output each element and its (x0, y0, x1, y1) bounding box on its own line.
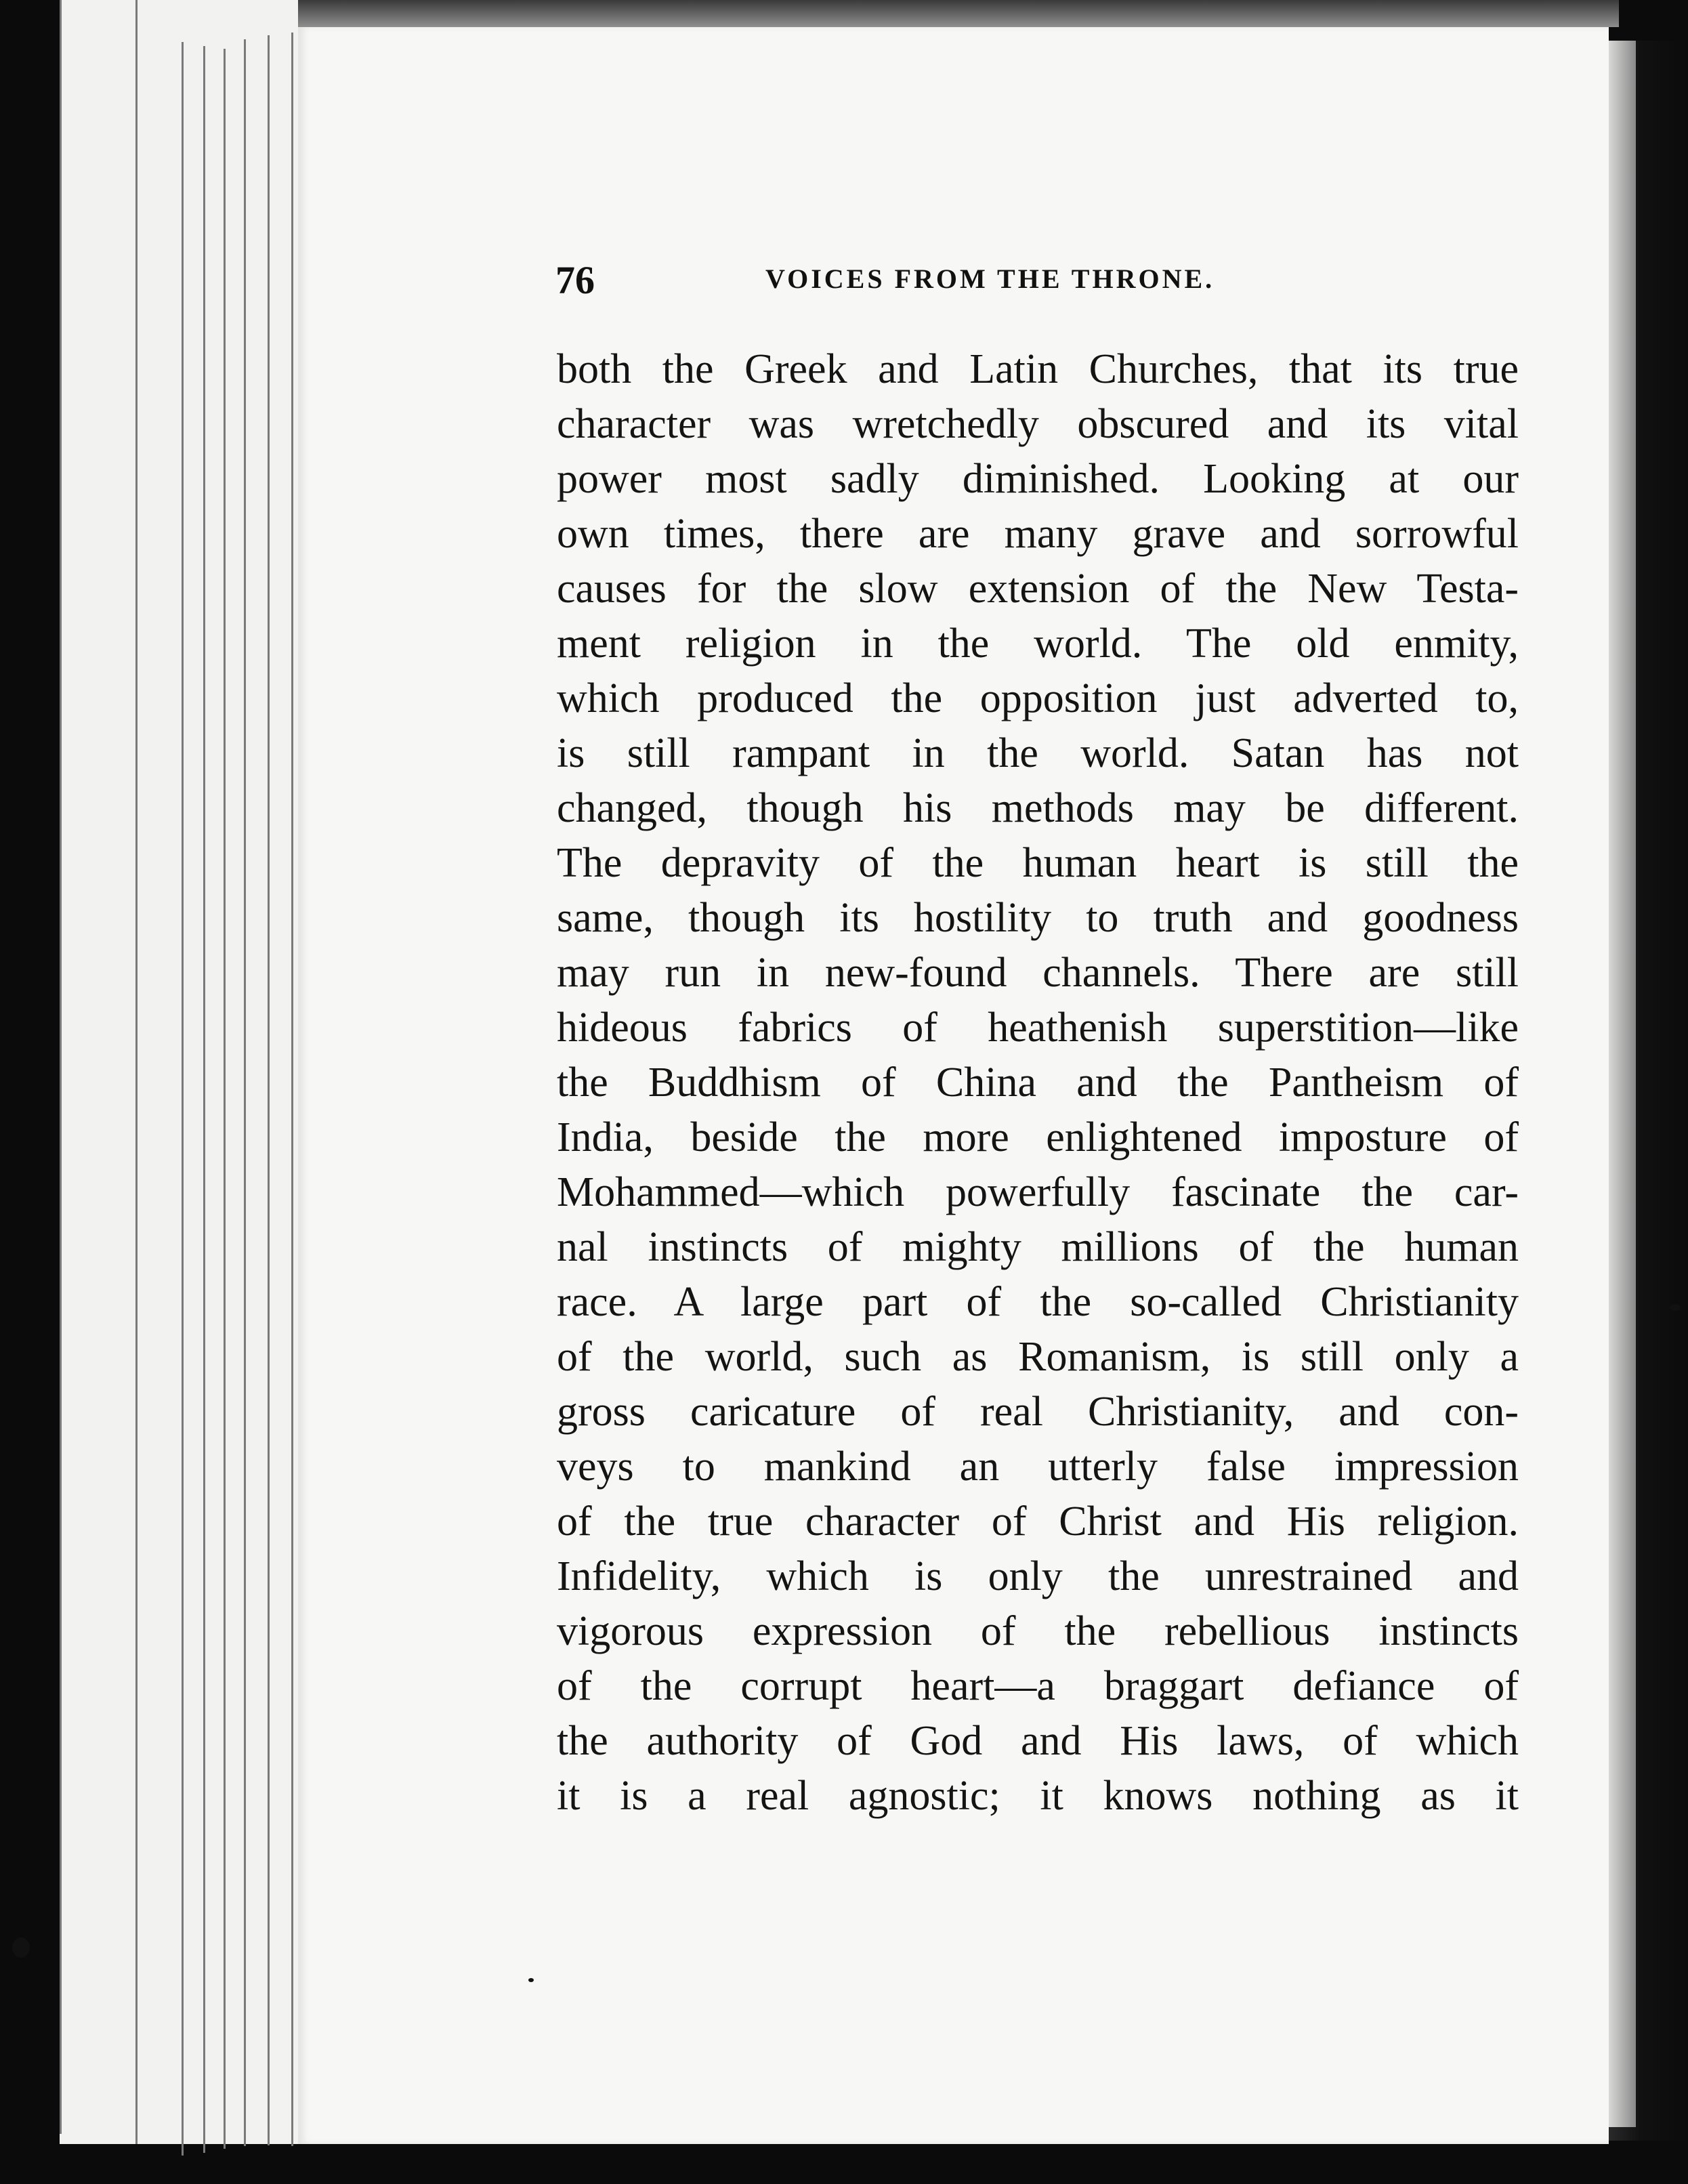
text-line: Mohammed—which powerfully fascinate the car- (557, 1169, 1519, 1215)
text-line: India, beside the more enlightened imposture of (557, 1114, 1519, 1160)
scan-speck (12, 1937, 30, 1958)
page-edge-line (60, 0, 62, 2134)
text-line: gross caricature of real Christianity, and con- (557, 1389, 1519, 1435)
text-line: the authority of God and His laws, of which (557, 1718, 1519, 1764)
page-edge-line (224, 49, 226, 2149)
text-line: race. A large part of the so-called Christianity (557, 1279, 1519, 1325)
text-line: the Buddhism of China and the Pantheism of (557, 1059, 1519, 1106)
text-line: same, though its hostility to truth and goodness (557, 895, 1519, 941)
text-line: power most sadly diminished. Looking at our (557, 456, 1519, 502)
text-line: it is a real agnostic; it knows nothing as it (557, 1773, 1519, 1819)
text-line: own times, there are many grave and sorrowful (557, 511, 1519, 557)
text-line: may run in new-found channels. There are still (557, 950, 1519, 996)
text-line: Infidelity, which is only the unrestrained and (557, 1553, 1519, 1599)
text-line: changed, though his methods may be different. (557, 785, 1519, 831)
text-line: ment religion in the world. The old enmity, (557, 621, 1519, 667)
page-edge-line (135, 0, 138, 2144)
text-line: character was wretchedly obscured and its vital (557, 401, 1519, 447)
page-edge-line (182, 42, 184, 2156)
page-curl (1609, 41, 1636, 2127)
text-line: vigorous expression of the rebellious instincts (557, 1608, 1519, 1654)
text-line: hideous fabrics of heathenish superstition—like (557, 1005, 1519, 1051)
page-top-shadow (298, 0, 1619, 27)
running-head (555, 257, 1301, 305)
text-line: veys to mankind an utterly false impression (557, 1444, 1519, 1490)
page-number: 76 (555, 258, 595, 302)
text-line: of the world, such as Romanism, is still only a (557, 1334, 1519, 1380)
scan-speck (1670, 1304, 1681, 1311)
page-edge-line (291, 33, 293, 2146)
page-edge-line (244, 39, 246, 2146)
text-line: nal instincts of mighty millions of the human (557, 1224, 1519, 1270)
page-edges (60, 0, 298, 2144)
page-edge-line (268, 35, 270, 2145)
body-text (557, 342, 1519, 1824)
text-line: which produced the opposition just adverted to, (557, 675, 1519, 721)
text-line: is still rampant in the world. Satan has not (557, 730, 1519, 776)
text-line: of the true character of Christ and His religion. (557, 1498, 1519, 1545)
scan-speck (528, 1978, 534, 1982)
text-line: The depravity of the human heart is still the (557, 840, 1519, 886)
text-line: of the corrupt heart—a braggart defiance of (557, 1663, 1519, 1709)
text-line: causes for the slow extension of the New Testa- (557, 566, 1519, 612)
running-title: VOICES FROM THE THRONE. (765, 264, 1215, 294)
text-line: both the Greek and Latin Churches, that its true (557, 346, 1519, 392)
page-edge-line (203, 46, 205, 2153)
